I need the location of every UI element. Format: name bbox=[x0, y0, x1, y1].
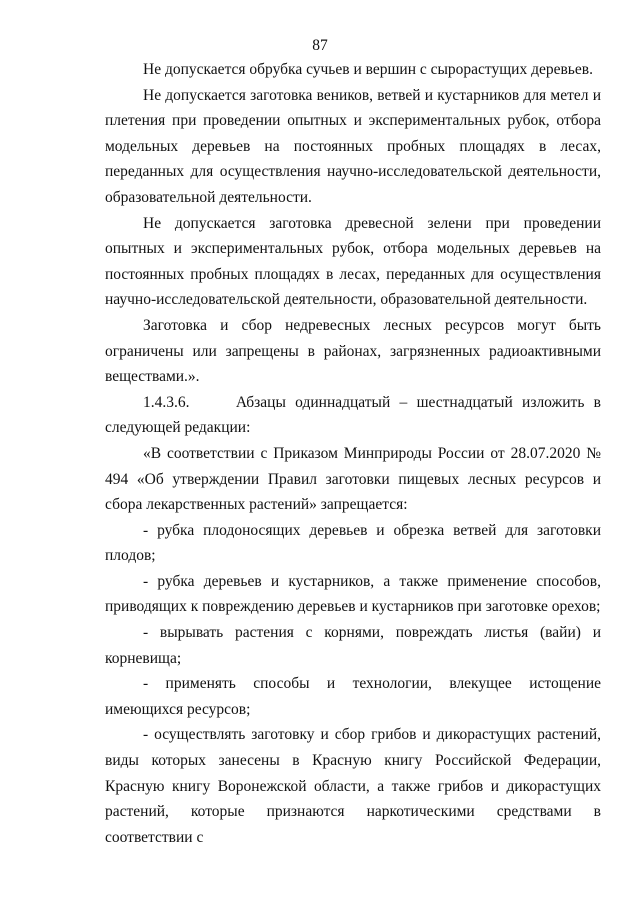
list-item: - осуществлять заготовку и сбор грибов и дикорастущих растений, виды которых занесены в Красную книгу Российской Федерации, Красную книгу Воронежской области, а также грибов и дикорастущих растений, которые признаются наркотическими средствами в соответствии с bbox=[105, 726, 601, 846]
list-item: - рубка деревьев и кустарников, а также применение способов, приводящих к повреждению деревьев и кустарников при заготовке орехов; bbox=[105, 572, 601, 616]
list-item: - вырывать растения с корнями, повреждать листья (вайи) и корневища; bbox=[105, 624, 601, 667]
paragraph: «В соответствии с Приказом Минприроды России от 28.07.2020 № 494 «Об утверждении Правил заготовки пищевых лесных ресурсов и сбора лекарственных растений» запрещается: bbox=[105, 444, 601, 514]
paragraph: 1.4.3.6. Абзацы одиннадцатый – шестнадцатый изложить в следующей редакции: bbox=[105, 393, 605, 437]
list-item: - рубка плодоносящих деревьев и обрезка ветвей для заготовки плодов; bbox=[105, 521, 601, 565]
paragraph: Не допускается заготовка древесной зелени при проведении опытных и экспериментальных рубок, отбора модельных деревьев на постоянных пробных площадях в лесах, переданных для осуществления научно-исследовательской деятельности, образовательной деятельности. bbox=[105, 214, 601, 309]
document-body bbox=[105, 57, 605, 850]
list-item: - применять способы и технологии, влекущее истощение имеющихся ресурсов; bbox=[105, 675, 601, 718]
paragraph: Заготовка и сбор недревесных лесных ресурсов могут быть ограничены или запрещены в районах, загрязненных радиоактивными веществами.». bbox=[105, 316, 601, 386]
page-number: 87 bbox=[312, 37, 328, 54]
paragraph: Не допускается заготовка веников, ветвей и кустарников для метел и плетения при проведении опытных и экспериментальных рубок, отбора модельных деревьев на постоянных пробных площадях в лесах, переданных для осуществления научно-исследовательской деятельности, образовательной деятельности. bbox=[105, 86, 601, 206]
paragraph: Не допускается обрубка сучьев и вершин с сырорастущих деревьев. bbox=[143, 61, 593, 78]
